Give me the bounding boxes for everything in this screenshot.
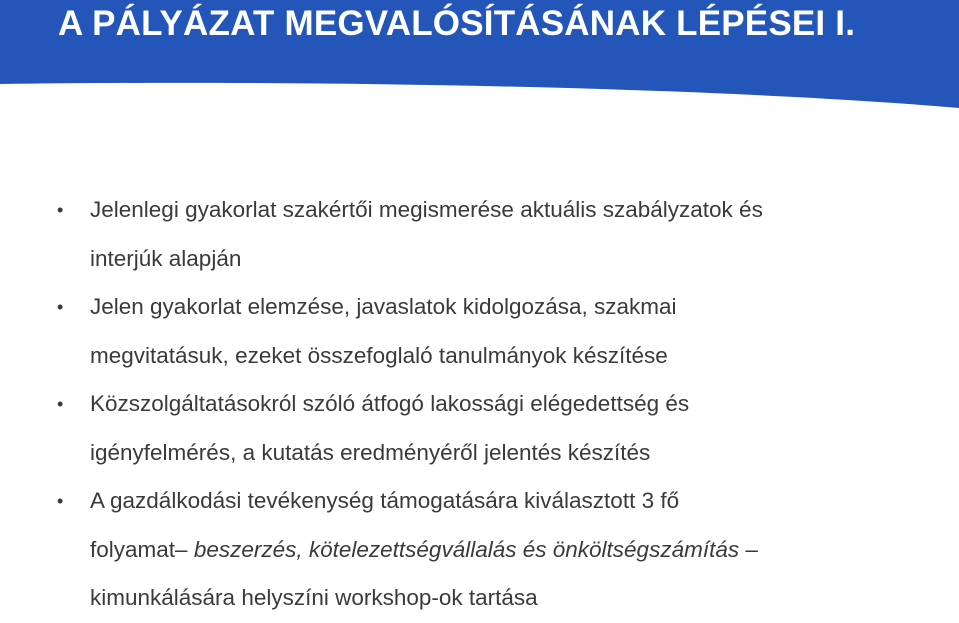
bullet-dot-icon: • [57, 200, 64, 220]
bullet-dot-icon: • [57, 394, 64, 414]
bullet-text-line-mixed [90, 526, 937, 575]
bullet-text-line: interjúk alapján [90, 245, 242, 271]
bullet-text-suffix: – [739, 536, 758, 562]
bullet-text-line: Közszolgáltatásokról szóló átfogó lakossági elégedettség és [90, 391, 690, 416]
list-item [57, 283, 937, 380]
bullet-text-line: igényfelmérés, a kutatás eredményéről jelentés készítés [90, 439, 651, 465]
bullet-text-line: Jelenlegi gyakorlat szakértői megismerése aktuális szabályzatok és [90, 197, 763, 222]
bullet-dot-icon: • [57, 297, 64, 317]
bullet-text-line: A gazdálkodási tevékenység támogatására kiválasztott 3 fő [90, 488, 680, 513]
list-item [57, 477, 937, 623]
bullet-text-line: Jelen gyakorlat elemzése, javaslatok kidolgozása, szakmai [90, 294, 677, 319]
list-item [57, 380, 937, 477]
bullet-text-prefix: folyamat– [90, 536, 194, 562]
slide-title: A PÁLYÁZAT MEGVALÓSÍTÁSÁNAK LÉPÉSEI I. [58, 4, 856, 43]
bullet-text-line: kimunkálására helyszíni workshop-ok tartása [90, 585, 538, 610]
bullet-dot-icon: • [57, 491, 64, 511]
bullet-text-line: megvitatásuk, ezeket összefoglaló tanulmányok készítése [90, 342, 668, 368]
bullet-text-italic: beszerzés, kötelezettségvállalás és önköltségszámítás [193, 536, 740, 562]
bullet-list [57, 186, 937, 623]
list-item [57, 186, 937, 283]
